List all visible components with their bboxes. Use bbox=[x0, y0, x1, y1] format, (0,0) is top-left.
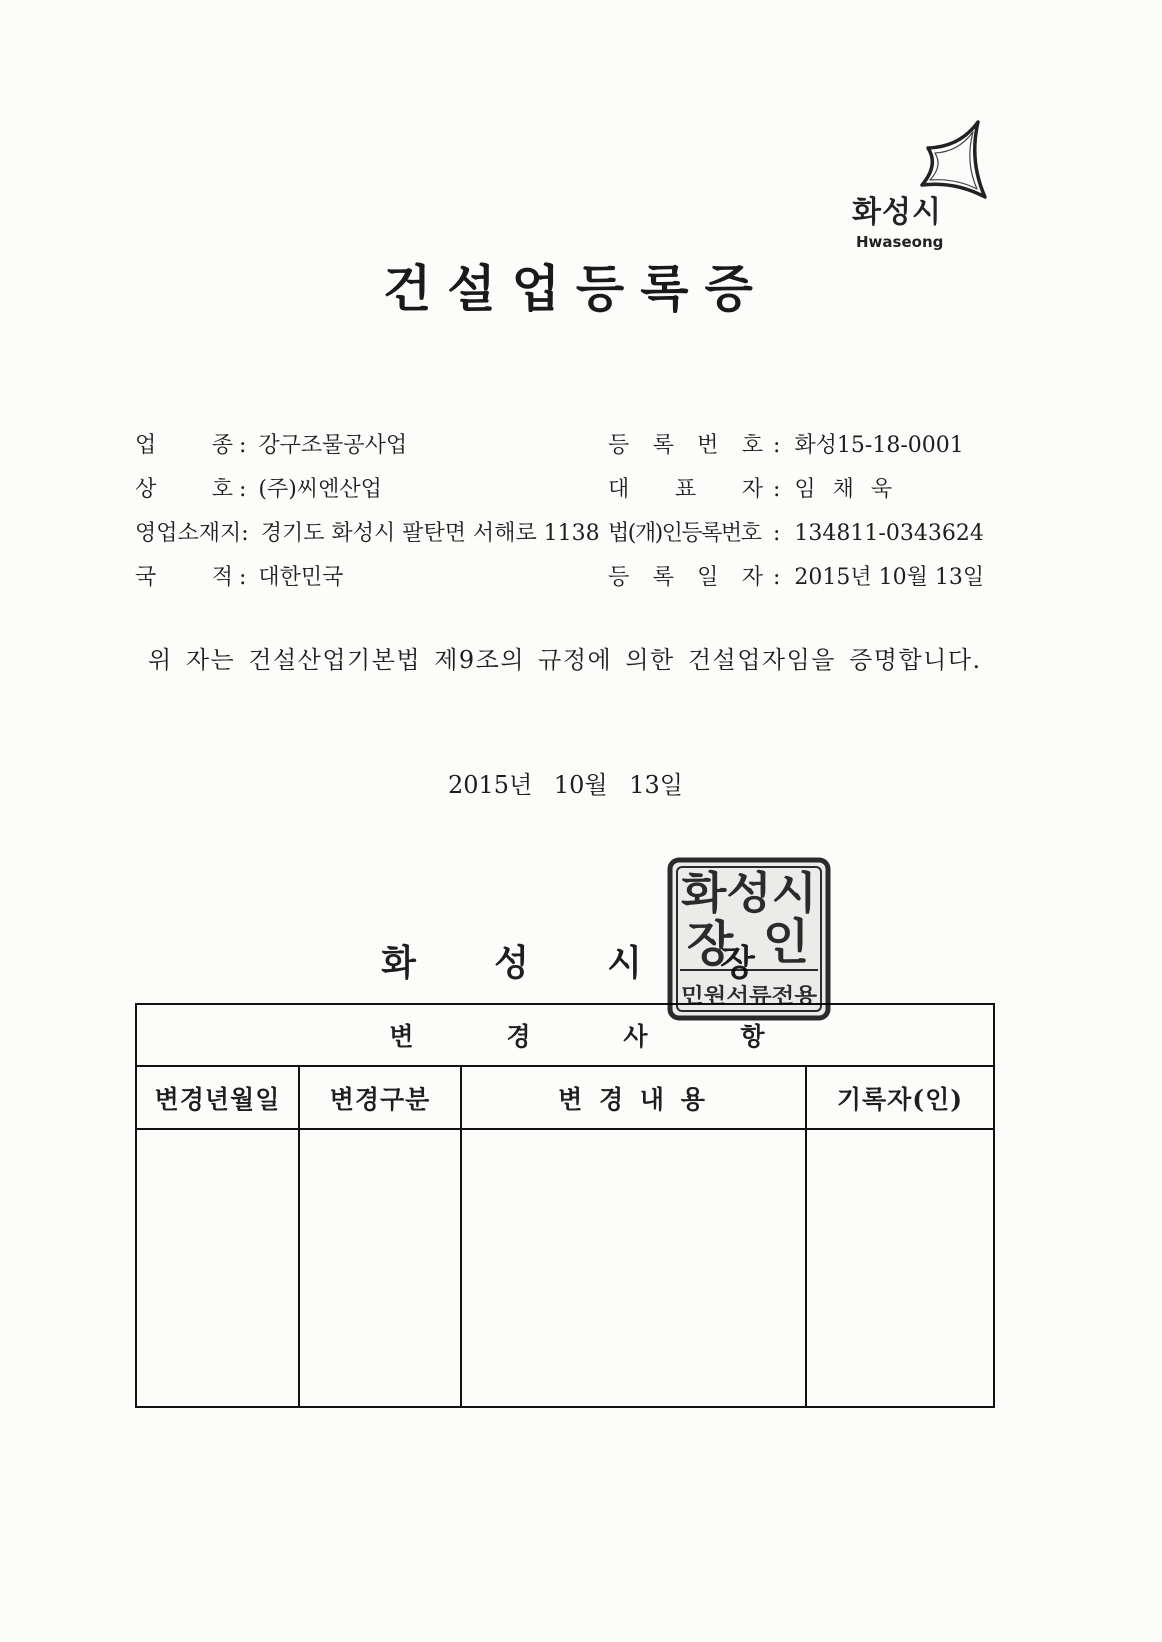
field-label: 대 표 자 bbox=[608, 477, 763, 502]
field-label: 업 종 bbox=[135, 433, 233, 458]
info-fields-right bbox=[608, 424, 984, 600]
change-table-title-char: 항 bbox=[740, 1022, 765, 1051]
field-value: 화성15-18-0001 bbox=[794, 433, 964, 458]
city-seal-stamp bbox=[666, 856, 832, 1022]
field-office-address bbox=[135, 512, 600, 556]
field-registration-date bbox=[608, 556, 984, 600]
field-value: 임 채 욱 bbox=[794, 477, 893, 502]
field-label: 법(개)인등록번호 bbox=[608, 521, 761, 546]
issuer-char: 시 bbox=[607, 942, 642, 984]
column-header-change-date: 변경년월일 bbox=[137, 1067, 300, 1130]
seal-char-jang: 장 bbox=[686, 916, 734, 972]
field-label: 국 적 bbox=[135, 565, 233, 590]
field-separator: : bbox=[239, 433, 247, 458]
field-value: 134811-0343624 bbox=[794, 521, 984, 546]
field-value: 경기도 화성시 팔탄면 서해로 1138 bbox=[260, 521, 600, 546]
change-table-title bbox=[137, 1005, 993, 1067]
field-company-name bbox=[135, 468, 600, 512]
column-header-change-details: 변 경 내 용 bbox=[462, 1067, 807, 1130]
field-separator: : bbox=[241, 521, 249, 546]
seal-line3: 민원서류전용 bbox=[681, 983, 818, 1007]
field-label: 영업소재지 bbox=[135, 521, 242, 546]
field-label: 상 호 bbox=[135, 477, 233, 502]
seal-line1: 화성시 bbox=[681, 868, 817, 919]
field-separator: : bbox=[773, 477, 781, 502]
certification-statement: 위 자는 건설산업기본법 제9조의 규정에 의한 건설업자임을 증명합니다. bbox=[148, 646, 982, 674]
field-nationality bbox=[135, 556, 600, 600]
logo-name-korean: 화성시 bbox=[852, 195, 942, 230]
field-separator: : bbox=[239, 477, 247, 502]
field-label: 등 록 일 자 bbox=[608, 565, 763, 590]
field-separator: : bbox=[773, 433, 781, 458]
table-cell-change-date bbox=[137, 1130, 300, 1406]
seal-char-in: 인 bbox=[762, 914, 810, 970]
field-corporate-registration-number bbox=[608, 512, 984, 556]
field-representative bbox=[608, 468, 984, 512]
issuer-char: 화 bbox=[381, 942, 416, 984]
field-value: 강구조물공사업 bbox=[258, 433, 408, 458]
hwaseong-emblem-icon bbox=[915, 115, 995, 205]
logo-name-english: Hwaseong bbox=[856, 233, 944, 251]
table-cell-change-details bbox=[462, 1130, 807, 1406]
field-separator: : bbox=[239, 565, 247, 590]
field-registration-number bbox=[608, 424, 984, 468]
issuer-char: 성 bbox=[494, 942, 529, 984]
document-title: 건설업등록증 bbox=[383, 259, 769, 318]
table-cell-change-type bbox=[300, 1130, 462, 1406]
field-separator: : bbox=[773, 521, 781, 546]
field-value: (주)씨엔산업 bbox=[258, 477, 382, 502]
field-business-type bbox=[135, 424, 600, 468]
field-value: 대한민국 bbox=[258, 565, 344, 590]
field-separator: : bbox=[773, 565, 781, 590]
change-table-title-char: 변 bbox=[389, 1022, 414, 1051]
change-table-title-char: 경 bbox=[506, 1022, 531, 1051]
change-record-table bbox=[135, 1003, 995, 1408]
change-table-title-char: 사 bbox=[623, 1022, 648, 1051]
info-fields-left bbox=[135, 424, 600, 600]
column-header-recorder: 기록자(인) bbox=[807, 1067, 993, 1130]
issue-date: 2015년 10월 13일 bbox=[448, 771, 683, 799]
field-value: 2015년 10월 13일 bbox=[794, 565, 985, 590]
column-header-change-type: 변경구분 bbox=[300, 1067, 462, 1130]
field-label: 등 록 번 호 bbox=[608, 433, 763, 458]
table-cell-recorder bbox=[807, 1130, 993, 1406]
